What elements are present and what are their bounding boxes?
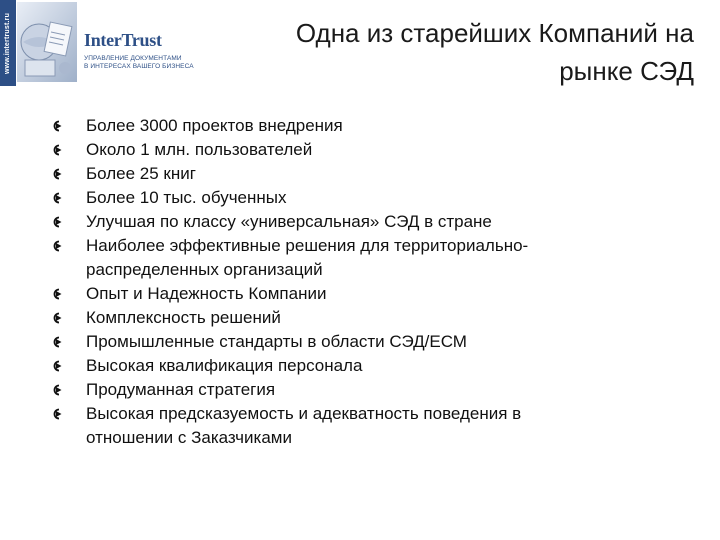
logo-emblem-icon xyxy=(17,2,77,82)
curved-arrow-icon xyxy=(50,306,86,330)
slide-title xyxy=(224,14,694,90)
slide-title-line1: Одна из старейших Компаний на xyxy=(295,18,694,48)
curved-arrow-icon xyxy=(50,354,86,378)
curved-arrow-icon xyxy=(50,186,86,210)
curved-arrow-icon xyxy=(50,138,86,162)
bullet-text: Более 3000 проектов внедрения xyxy=(86,116,343,135)
bullet-text: Около 1 млн. пользователей xyxy=(86,140,313,159)
bullet-text: Наиболее эффективные решения для территориально- распределенных организаций xyxy=(86,236,529,279)
brand-block xyxy=(84,30,196,71)
bullet-text: Высокая квалификация персонала xyxy=(86,356,363,375)
bullet-text: Продуманная стратегия xyxy=(86,380,276,399)
bullet-item xyxy=(50,234,690,282)
curved-arrow-icon xyxy=(50,282,86,306)
bullet-item xyxy=(50,138,690,162)
bullet-item xyxy=(50,210,690,234)
brand-tagline-line2: В ИНТЕРЕСАХ ВАШЕГО БИЗНЕСА xyxy=(84,63,194,70)
curved-arrow-icon xyxy=(50,330,86,354)
bullet-item xyxy=(50,378,690,402)
bullet-item xyxy=(50,162,690,186)
curved-arrow-icon xyxy=(50,114,86,138)
bullet-list xyxy=(50,114,690,450)
bullet-item xyxy=(50,186,690,210)
bullet-item xyxy=(50,330,690,354)
curved-arrow-icon xyxy=(50,162,86,186)
bullet-text: Более 25 книг xyxy=(86,164,196,183)
curved-arrow-icon xyxy=(50,234,86,258)
logo-url-strip xyxy=(0,0,16,86)
curved-arrow-icon xyxy=(50,402,86,426)
bullet-item xyxy=(50,402,690,450)
bullet-text: Более 10 тыс. обученных xyxy=(86,188,287,207)
bullet-item xyxy=(50,282,690,306)
bullet-text: Опыт и Надежность Компании xyxy=(86,284,327,303)
bullet-text: Комплексность решений xyxy=(86,308,281,327)
curved-arrow-icon xyxy=(50,378,86,402)
bullet-text: Улучшая по классу «универсальная» СЭД в стране xyxy=(86,212,492,231)
slide-title-line2: рынке СЭД xyxy=(559,56,694,86)
curved-arrow-icon xyxy=(50,210,86,234)
bullet-text: Промышленные стандарты в области СЭД/ЕСМ xyxy=(86,332,467,351)
bullet-item xyxy=(50,306,690,330)
bullet-text: Высокая предсказуемость и адекватность поведения в отношении с Заказчиками xyxy=(86,404,522,447)
brand-name: InterTrust xyxy=(84,30,162,50)
bullet-item xyxy=(50,114,690,138)
bullet-item xyxy=(50,354,690,378)
brand-tagline-line1: УПРАВЛЕНИЕ ДОКУМЕНТАМИ xyxy=(84,55,182,62)
logo-url-text: www.intertrust.ru xyxy=(4,12,12,74)
